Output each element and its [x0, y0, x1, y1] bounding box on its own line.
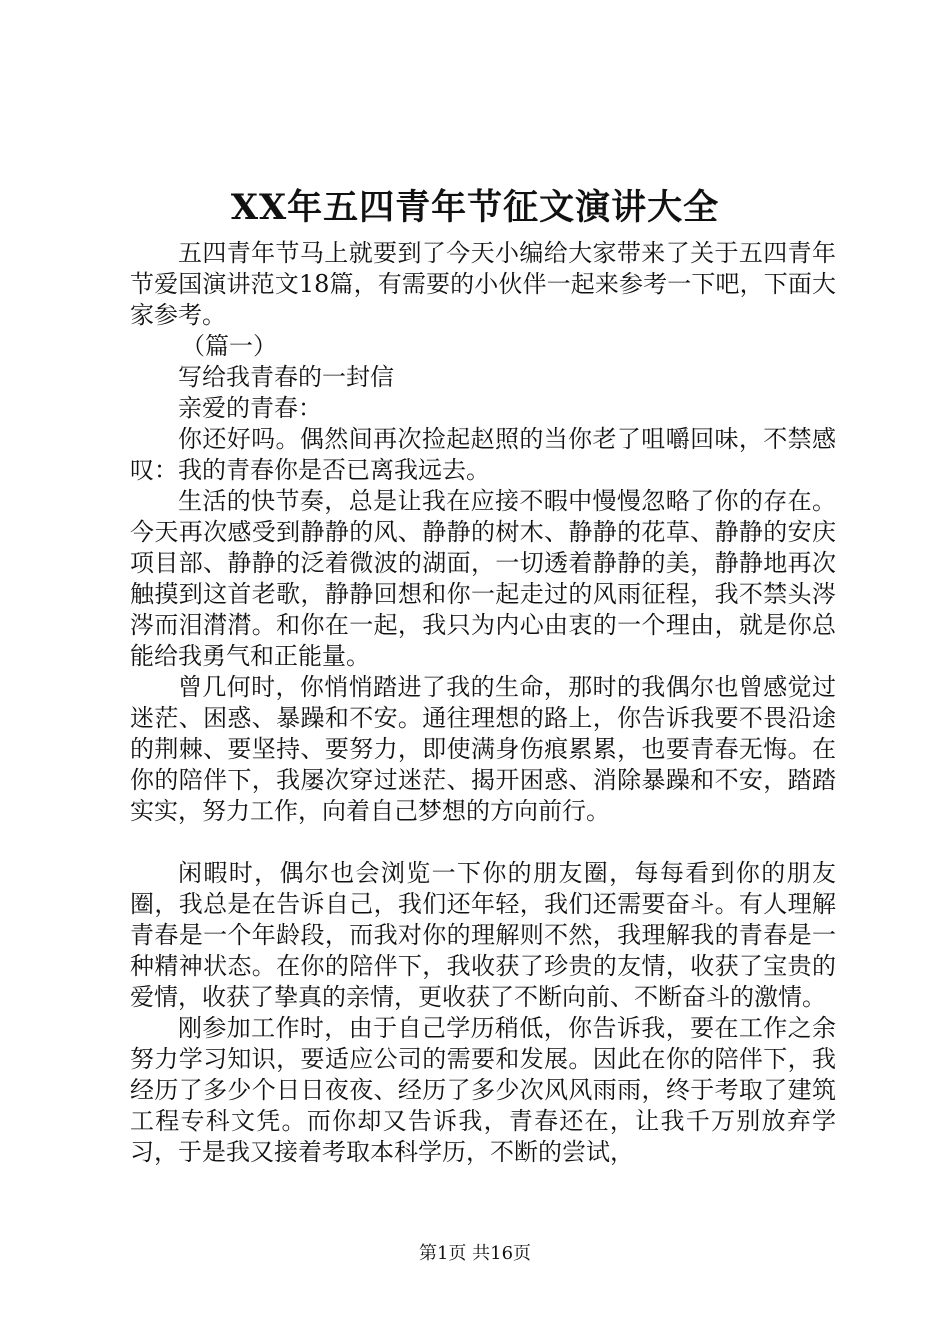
intro-paragraph: 五四青年节马上就要到了今天小编给大家带来了关于五四青年节爱国演讲范文18篇，有需要的小伙伴一起来参考一下吧，下面大家参考。 [130, 239, 836, 329]
page-number-footer: 第1页 共16页 [418, 1243, 532, 1264]
letter-heading: 写给我青春的一封信 [178, 363, 394, 391]
section-label: （篇一） [181, 332, 277, 360]
body-paragraph: 刚参加工作时，由于自己学历稍低，你告诉我，要在工作之余努力学习知识，要适应公司的需要和发展。因此在你的陪伴下，我经历了多少个日日夜夜、经历了多少次风风雨雨，终于考取了建筑工程专科文凭。而你却又告诉我，青春还在，让我千万别放弃学习，于是我又接着考取本科学历，不断的尝试， [130, 1014, 836, 1166]
body-paragraph: 生活的快节奏，总是让我在应接不暇中慢慢忽略了你的存在。今天再次感受到静静的风、静静的树木、静静的花草、静静的安庆项目部、静静的泛着微波的湖面，一切透着静静的美，静静地再次触摸到这首老歌，静静回想和你一起走过的风雨征程，我不禁头涔涔而泪潸潸。和你在一起，我只为内心由衷的一个理由，就是你总能给我勇气和正能量。 [130, 487, 836, 670]
letter-salutation: 亲爱的青春： [178, 394, 322, 422]
document-title: XX年五四青年节征文演讲大全 [230, 187, 720, 228]
document-body [130, 238, 836, 1168]
body-paragraph: 闲暇时，偶尔也会浏览一下你的朋友圈，每每看到你的朋友圈，我总是在告诉自己，我们还年轻，我们还需要奋斗。有人理解青春是一个年龄段，而我对你的理解则不然，我理解我的青春是一种精神状态。在你的陪伴下，我收获了珍贵的友情，收获了宝贵的爱情，收获了挚真的亲情，更收获了不断向前、不断奋斗的激情。 [130, 859, 836, 1011]
body-paragraph: 你还好吗。偶然间再次捡起赵照的当你老了咀嚼回味，不禁感叹：我的青春你是否已离我远去。 [130, 425, 836, 484]
body-paragraph: 曾几何时，你悄悄踏进了我的生命，那时的我偶尔也曾感觉过迷茫、困惑、暴躁和不安。通往理想的路上，你告诉我要不畏沿途的荆棘、要坚持、要努力，即使满身伤痕累累，也要青春无悔。在你的陪伴下，我屡次穿过迷茫、揭开困惑、消除暴躁和不安，踏踏实实，努力工作，向着自己梦想的方向前行。 [130, 673, 836, 825]
